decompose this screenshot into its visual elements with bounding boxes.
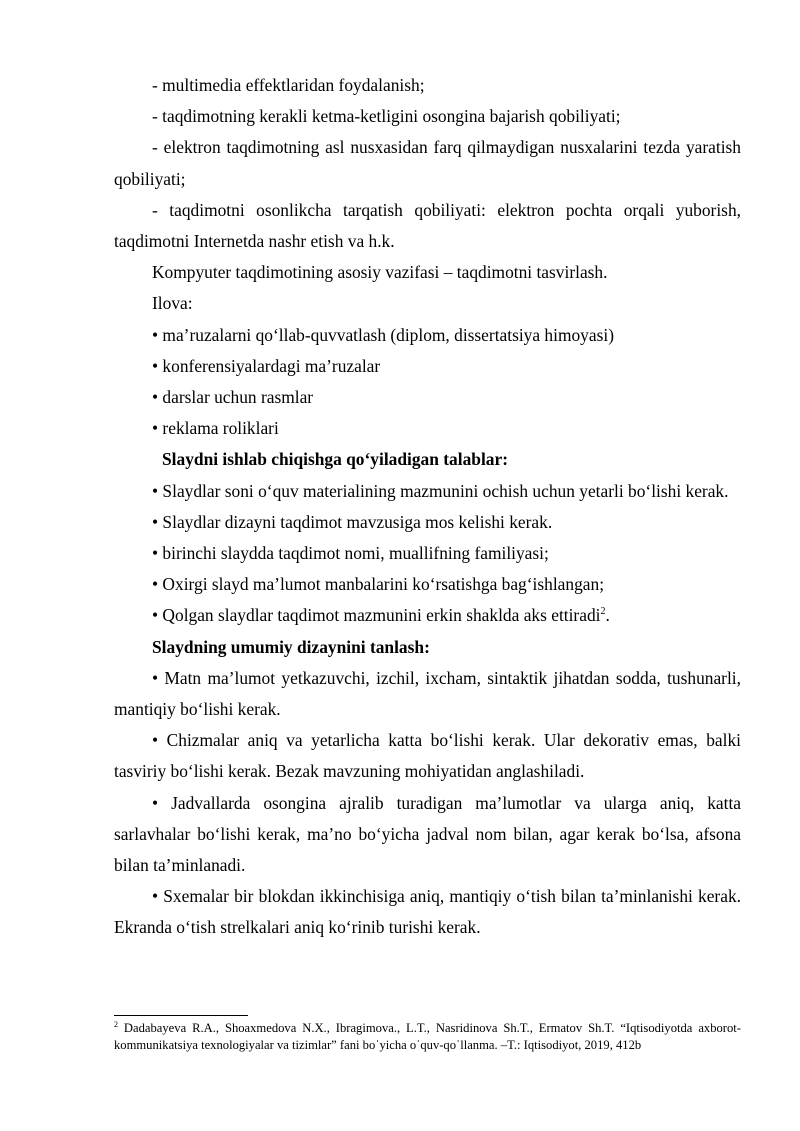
list-item: • Slaydlar soni o‘quv materialining mazmunini ochish uchun yetarli bo‘lishi kerak. bbox=[152, 480, 729, 501]
footnote-text: Dadabayeva R.A., Shoaxmedova N.X., Ibragimova., L.T., Nasridinova Sh.T., Ermatov Sh.T. “Iqtisodiyotda axborot-kommunikatsiya texnologiyalar va tizimlar” fani boˈyicha oˈquv-qoˈllanma. –T.: Iqtisodiyot, 2019, 412b bbox=[114, 1021, 741, 1052]
paragraph: - taqdimotning kerakli ketma-ketligini osongina bajarish qobiliyati; bbox=[152, 106, 621, 127]
list-item: • Sxemalar bir blokdan ikkinchisiga aniq, mantiqiy o‘tish bilan ta’minlanishi kerak. Ekranda o‘tish strelkalari aniq ko‘rinib turishi kerak. bbox=[114, 886, 741, 938]
list-item: • Slaydlar dizayni taqdimot mavzusiga mos kelishi kerak. bbox=[152, 511, 553, 532]
list-item: • konferensiyalardagi ma’ruzalar bbox=[152, 355, 381, 376]
paragraph: - multimedia effektlaridan foydalanish; bbox=[152, 75, 425, 95]
list-item: • Oxirgi slayd ma’lumot manbalarini ko‘rsatishga bag‘ishlangan; bbox=[152, 574, 605, 595]
list-item: • darslar uchun rasmlar bbox=[152, 387, 314, 408]
section-heading: Slaydning umumiy dizaynini tanlash: bbox=[152, 636, 430, 657]
list-item: • birinchi slaydda taqdimot nomi, muallifning familiyasi; bbox=[152, 543, 549, 564]
paragraph: Ilova: bbox=[152, 293, 193, 314]
list-item: • ma’ruzalarni qo‘llab-quvvatlash (diplom, dissertatsiya himoyasi) bbox=[152, 324, 614, 345]
footnote-separator bbox=[114, 1015, 248, 1016]
section-heading: Slaydni ishlab chiqishga qo‘yiladigan talablar: bbox=[162, 449, 508, 470]
list-item: • Matn ma’lumot yetkazuvchi, izchil, ixcham, sintaktik jihatdan sodda, tushunarli, mantiqiy bo‘lishi kerak. bbox=[114, 667, 741, 720]
list-item: • Qolgan slaydlar taqdimot mazmunini erkin shaklda aks ettiradi$^2$. bbox=[152, 605, 610, 626]
footnote bbox=[114, 1020, 741, 1054]
footnote-number: 2 bbox=[114, 1019, 118, 1029]
list-item: • Chizmalar aniq va yetarlicha katta bo‘lishi kerak. Ular dekorativ emas, balki tasviriy bo‘lishi kerak. Bezak mavzuning mohiyatidan anglashiladi. bbox=[114, 730, 741, 782]
document-body bbox=[114, 70, 741, 944]
paragraph: - taqdimotni osonlikcha tarqatish qobiliyati: elektron pochta orqali yuborish, taqdimotni Internetda nashr etish va h.k. bbox=[114, 199, 741, 252]
paragraph: - elektron taqdimotning asl nusxasidan farq qilmaydigan nusxalarini tezda yaratish qobiliyati; bbox=[114, 137, 741, 189]
footnote-reference[interactable]: 2 bbox=[600, 606, 606, 618]
paragraph: Kompyuter taqdimotining asosiy vazifasi – taqdimotni tasvirlash. bbox=[152, 262, 608, 283]
list-item-text: • Qolgan slaydlar taqdimot mazmunini erkin shaklda aks ettiradi bbox=[152, 605, 601, 626]
list-item: • reklama roliklari bbox=[152, 418, 279, 439]
list-item: • Jadvallarda osongina ajralib turadigan ma’lumotlar va ularga aniq, katta sarlavhalar bo‘lishi kerak, ma’no bo‘yicha jadval nom bilan, agar kerak bo‘lsa, afsona bilan ta’minlanadi. bbox=[114, 792, 741, 876]
